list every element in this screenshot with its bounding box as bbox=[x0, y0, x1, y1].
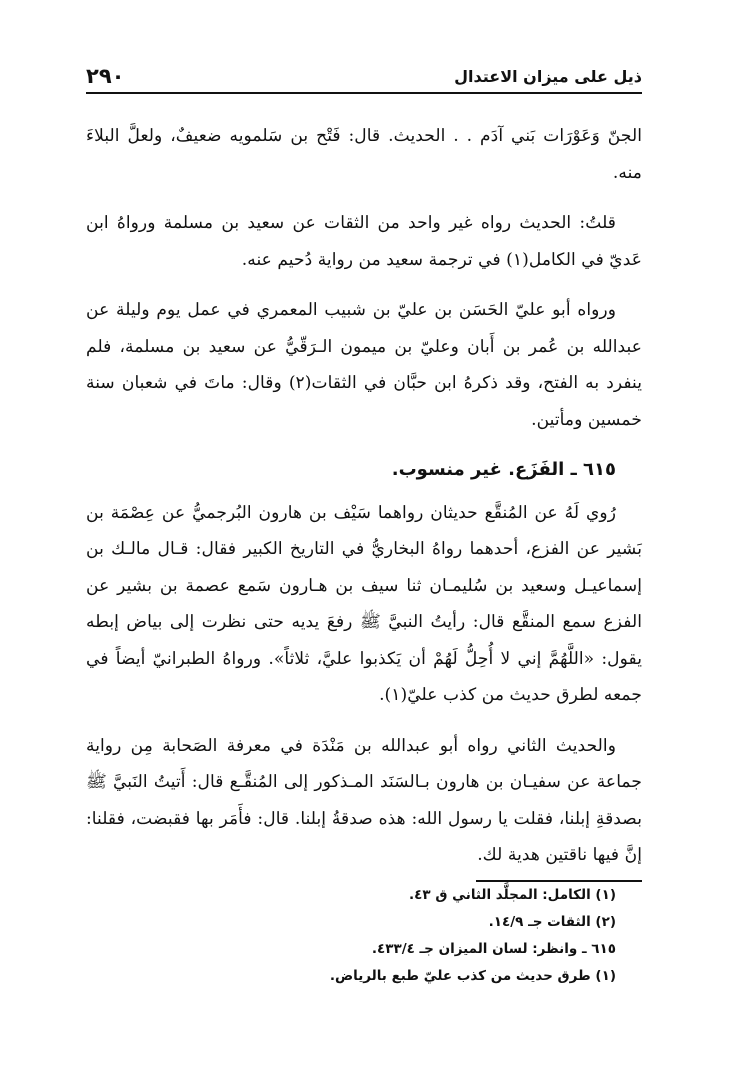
paragraph-4: رُوي لَهُ عن المُنقَّع حديثان رواهما سَيْف بن هارون البُرجميُّ عن عِصْمَة بن بَشير عن الفزع، أحدهما رواهُ البخاريُّ في التاريخ الكبير فقال: قـال مالـك بن إسماعيـل وسعيد بن سُليمـان ثنا سيف بن هـارون سَمع عصمة بن بشير عن الفزع سمع المنقَّع قال: رأيتُ النبيَّ ﷺ رفعَ يديه حتى نظرت إلى بياض إبطه يقول: «اللَّهُمَّ إني لا أُحِلُّ لَهُمْ أن يَكذبوا عليَّ، ثلاثاً». ورواهُ الطبرانيّ أيضاً في جمعه لطرق حديث من كذب عليّ(١). bbox=[86, 502, 642, 705]
running-title: ذيل على ميزان الاعتدال bbox=[454, 67, 642, 86]
footnotes bbox=[86, 880, 642, 990]
page-number: ٢٩٠ bbox=[86, 64, 125, 88]
page-header bbox=[86, 58, 642, 94]
paragraph-1: الجنّ وَعَوْرَات بَني آدَم . . الحديث. قال: فَتْح بن سَلمويه ضعيفٌ، ولعلَّ البلاءَ منه. bbox=[86, 126, 642, 183]
entry-heading: ٦١٥ ـ الفَزَع. غير منسوب. bbox=[391, 459, 616, 480]
footnote-4: (١) طرق حديث من كذب عليّ طبع بالرياض. bbox=[329, 968, 616, 984]
footnote-3: ٦١٥ ـ وانظر: لسان الميزان جـ ٤٣٣/٤. bbox=[371, 941, 616, 957]
paragraph-3: ورواه أبو عليّ الحَسَن بن عليّ بن شبيب المعمري في عمل يوم وليلة عن عبدالله بن عُمر بن أَبان وعليّ بن ميمون الـرَقّيُّ عن سعيد بن مسلمة، فلم ينفرد به الفتح، وقد ذكرهُ ابن حبَّان في الثقات(٢) وقال: ماتَ في شعبان سنة خمسين ومأتين. bbox=[86, 300, 642, 430]
footnote-2: (٢) الثقات جـ ١٤/٩. bbox=[488, 914, 616, 930]
footnote-1: (١) الكامل: المجلَّد الثاني ق ٤٣. bbox=[409, 887, 616, 903]
paragraph-2: قلتُ: الحديث رواه غير واحد من الثقات عن سعيد بن مسلمة ورواهُ ابن عَديّ في الكامل(١) في ترجمة سعيد من رواية دُحيم عنه. bbox=[86, 213, 642, 270]
paragraph-5: والحديث الثاني رواه أبو عبدالله بن مَنْدَة في معرفة الصَحابة مِن رواية جماعة عن سفيـان بن هارون بـالسَنَد المـذكور إلى المُنقَّـع قال: أَتيتُ النَبيَّ ﷺ بصدقةِ إبلنا، فقلت يا رسول الله: هذه صدقةُ إبلنا. قال: فأَمَر بها فقبضت، فقلنا: إنَّ فيها ناقتين هدية لك. bbox=[86, 735, 642, 865]
main-text bbox=[86, 118, 642, 888]
